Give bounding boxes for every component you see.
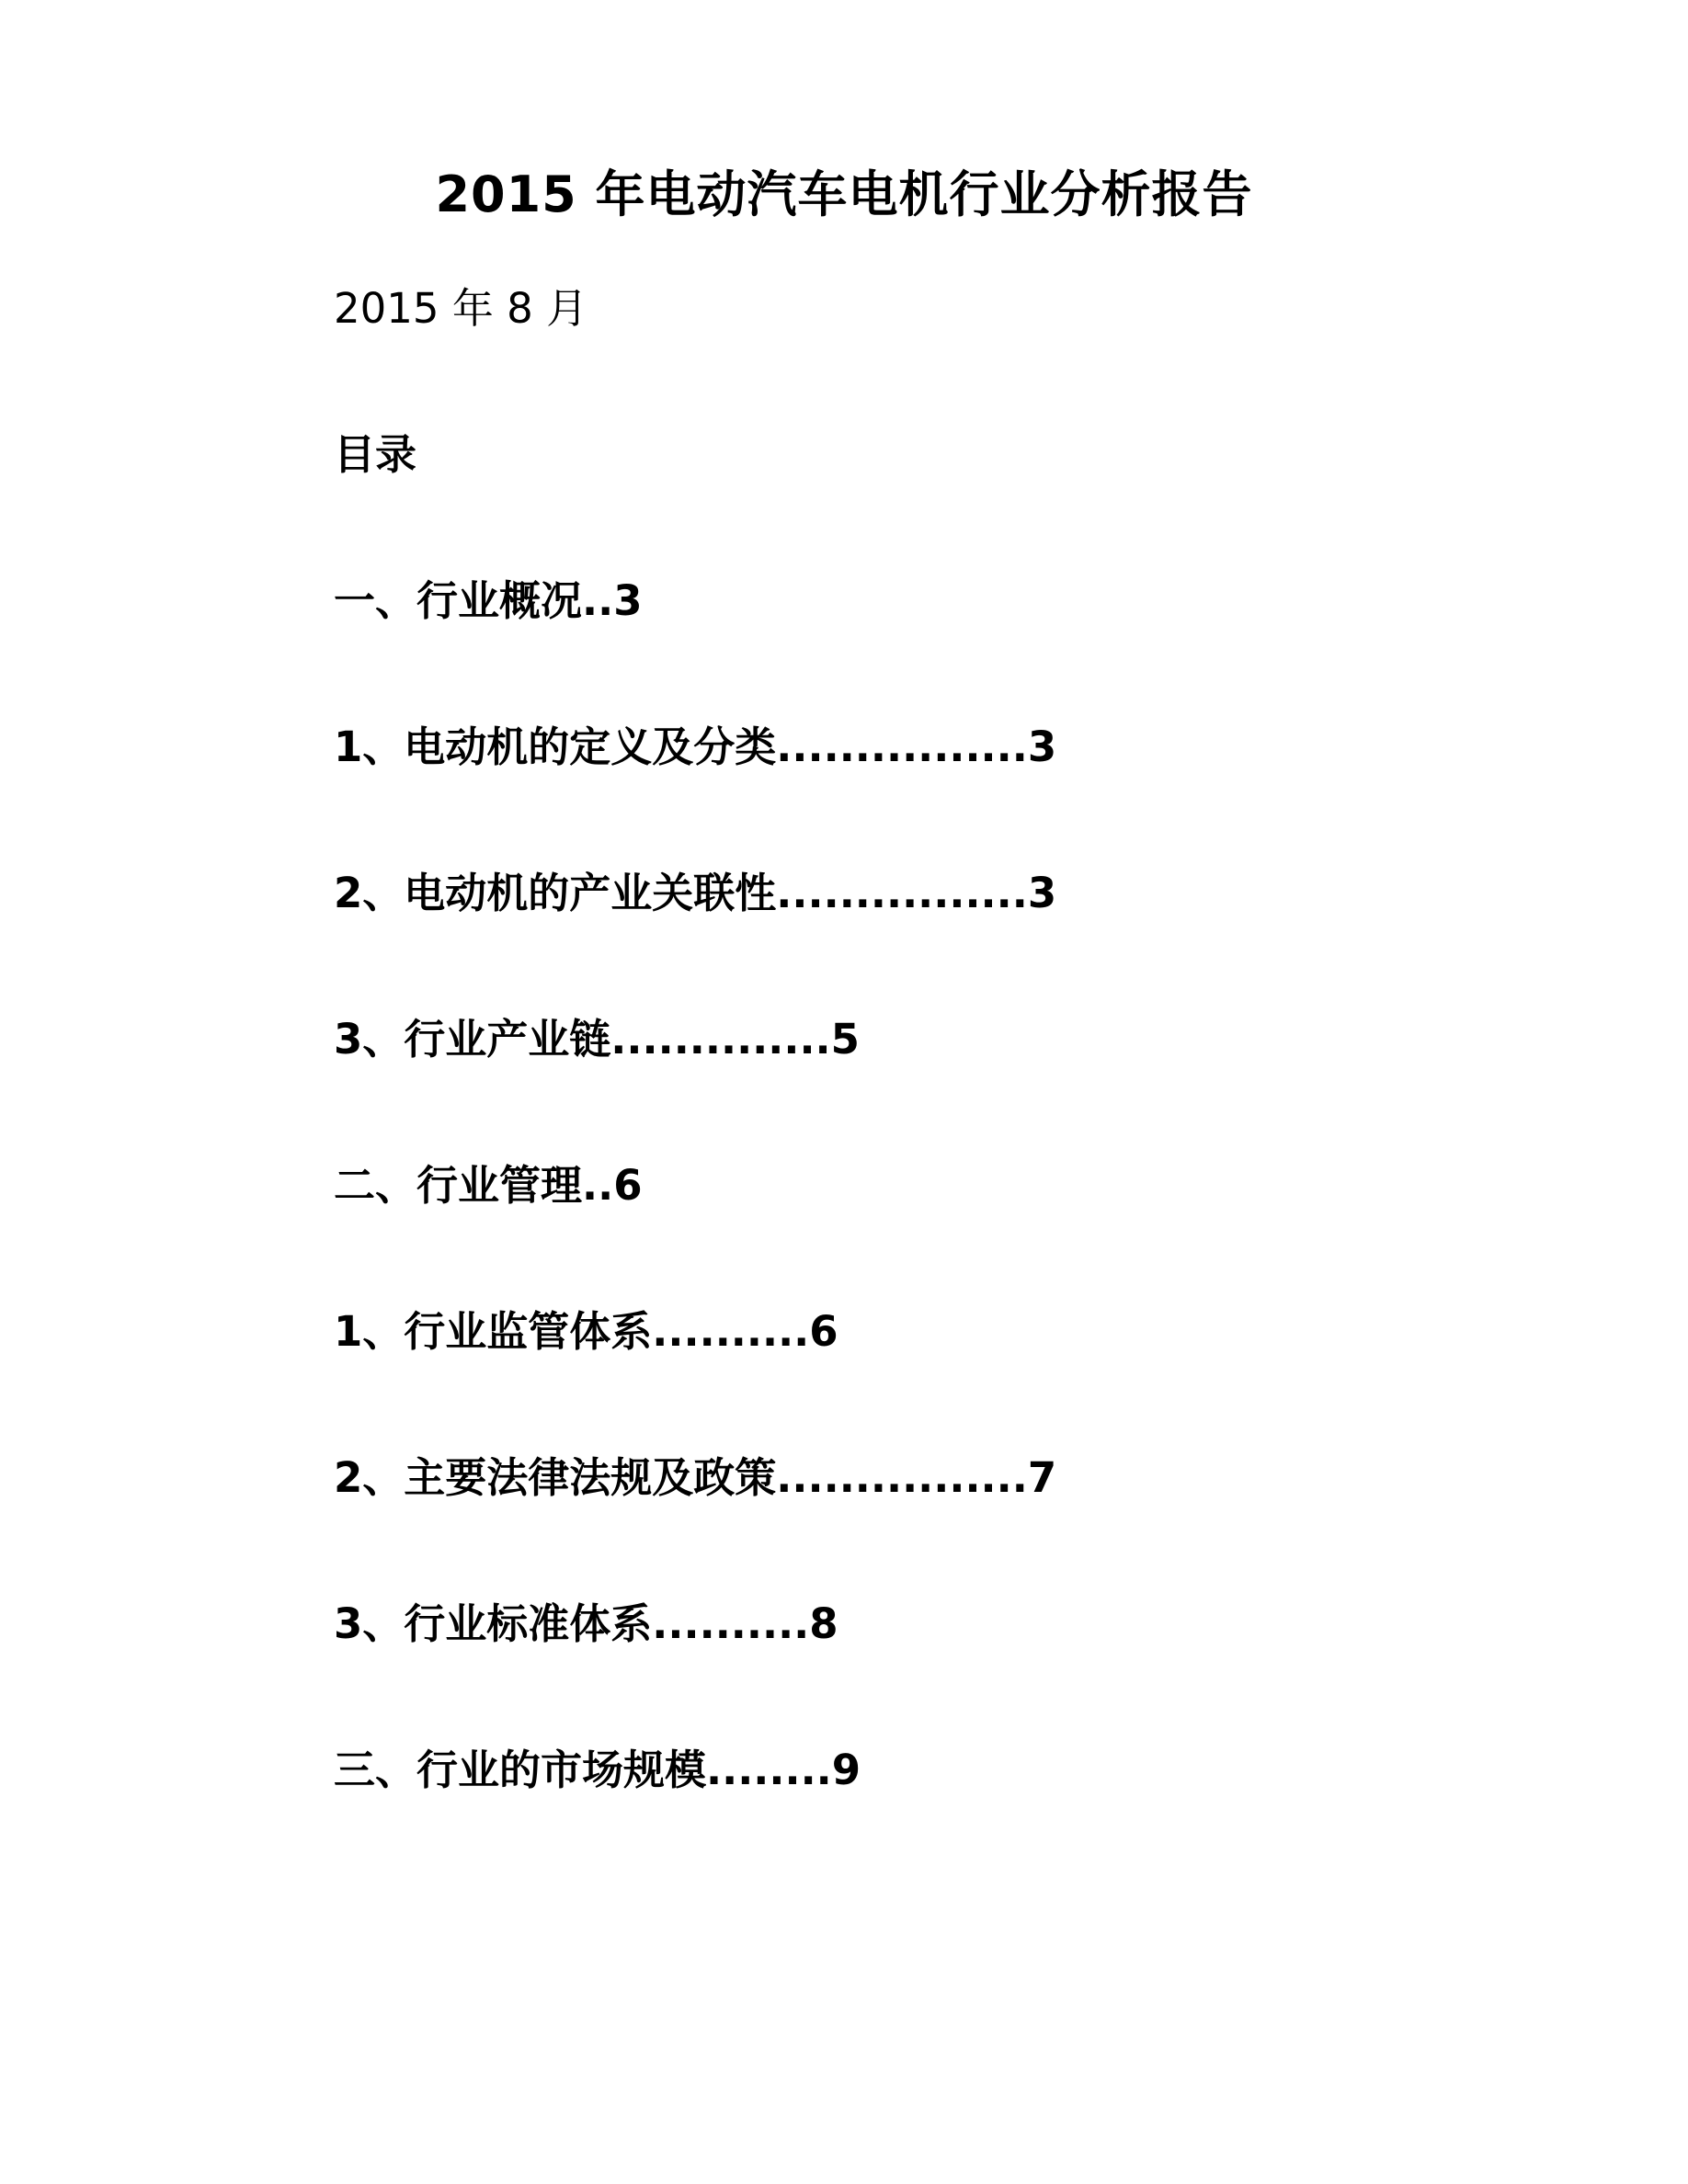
toc-heading: 目录: [334, 430, 417, 479]
toc-entry: 2、主要法律法规及政策................7: [334, 1453, 1057, 1502]
toc-entry: 1、行业监管体系..........6: [334, 1307, 838, 1356]
toc-entry: 3、行业产业链..............5: [334, 1015, 860, 1064]
toc-entry: 3、行业标准体系..........8: [334, 1599, 838, 1648]
toc-entry: 二、行业管理..6: [334, 1161, 643, 1210]
toc-entry: 一、行业概况..3: [334, 576, 643, 625]
document-title: 2015 年电动汽车电机行业分析报告: [435, 165, 1253, 223]
document-date: 2015 年 8 月: [334, 284, 588, 333]
toc-entry: 三、行业的市场规模........9: [334, 1746, 861, 1794]
toc-entry: 2、电动机的产业关联性................3: [334, 869, 1057, 917]
toc-entry: 1、电动机的定义及分类................3: [334, 722, 1057, 771]
